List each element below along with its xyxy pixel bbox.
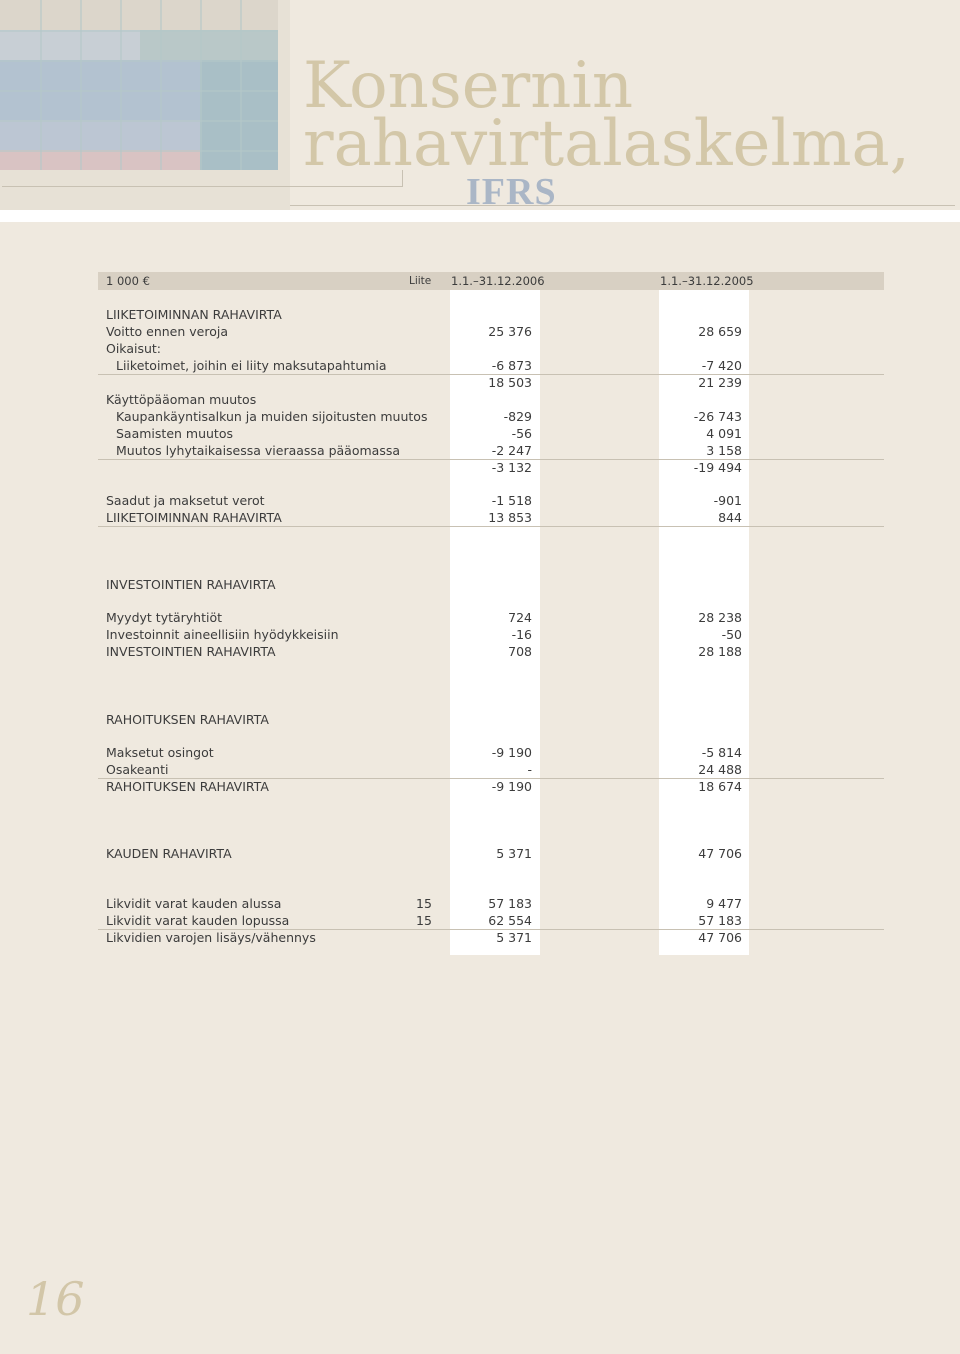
- row-label: INVESTOINTIEN RAHAVIRTA: [106, 577, 276, 592]
- note-header: Liite: [409, 275, 432, 287]
- period-2005-header: 1.1.–31.12.2005: [660, 274, 754, 288]
- row-label: Maksetut osingot: [106, 745, 214, 760]
- value-2006: 13 853: [488, 510, 532, 525]
- table-row: [98, 323, 884, 340]
- table-row: [98, 744, 884, 761]
- value-2006: -6 873: [491, 358, 532, 373]
- value-2006: -3 132: [491, 460, 532, 475]
- table-row: [98, 711, 884, 728]
- table-row: [98, 492, 884, 509]
- value-2006: 25 376: [488, 324, 532, 339]
- row-label: RAHOITUKSEN RAHAVIRTA: [106, 712, 269, 727]
- value-2005: 9 477: [706, 896, 742, 911]
- value-2006: 57 183: [488, 896, 532, 911]
- row-label: Oikaisut:: [106, 341, 162, 356]
- value-2005: 3 158: [706, 443, 742, 458]
- row-label: LIIKETOIMINNAN RAHAVIRTA: [106, 510, 282, 525]
- row-label: Kaupankäyntisalkun ja muiden sijoitusten muutos: [116, 409, 428, 424]
- row-label: Saamisten muutos: [116, 426, 233, 441]
- value-2005: 28 188: [698, 644, 742, 659]
- table-row: [98, 643, 884, 660]
- table-row: [98, 306, 884, 323]
- value-2006: -9 190: [491, 779, 532, 794]
- table-row: [98, 845, 884, 862]
- value-2005: 4 091: [706, 426, 742, 441]
- table-row: [98, 459, 884, 476]
- table-row: [98, 408, 884, 425]
- value-2005: -901: [713, 493, 742, 508]
- row-label: RAHOITUKSEN RAHAVIRTA: [106, 779, 269, 794]
- table-row: [98, 761, 884, 779]
- table-row: [98, 442, 884, 460]
- table-row: [98, 357, 884, 375]
- value-2006: -9 190: [491, 745, 532, 760]
- row-label: Osakeanti: [106, 762, 169, 777]
- unit-header: 1 000 €: [106, 274, 150, 288]
- table-row: [98, 340, 884, 357]
- value-2006: -16: [511, 627, 532, 642]
- value-2005: 18 674: [698, 779, 742, 794]
- value-2005: -26 743: [693, 409, 742, 424]
- value-2005: 28 238: [698, 610, 742, 625]
- row-label: Likvidit varat kauden alussa: [106, 896, 282, 911]
- value-2006: 18 503: [488, 375, 532, 390]
- value-2005: 24 488: [698, 762, 742, 777]
- value-2005: -5 814: [701, 745, 742, 760]
- value-2006: 5 371: [496, 846, 532, 861]
- row-label: Likvidien varojen lisäys/vähennys: [106, 930, 316, 945]
- row-label: Voitto ennen veroja: [106, 324, 228, 339]
- row-label: Liiketoimet, joihin ei liity maksutapahtumia: [116, 358, 387, 373]
- row-label: Muutos lyhytaikaisessa vieraassa pääomassa: [116, 443, 401, 458]
- value-2005: 47 706: [698, 846, 742, 861]
- value-2006: -1 518: [491, 493, 532, 508]
- table-row: [98, 895, 884, 912]
- value-2006: -2 247: [491, 443, 532, 458]
- value-2005: 57 183: [698, 913, 742, 928]
- row-label: Likvidit varat kauden lopussa: [106, 913, 290, 928]
- row-label: Myydyt tytäryhtiöt: [106, 610, 223, 625]
- value-2005: 21 239: [698, 375, 742, 390]
- value-2005: -50: [721, 627, 742, 642]
- value-2005: 28 659: [698, 324, 742, 339]
- period-2006-header: 1.1.–31.12.2006: [451, 274, 545, 288]
- page-title-ifrs: IFRS: [466, 171, 557, 213]
- page-number: 16: [26, 1272, 85, 1326]
- table-row: [98, 391, 884, 408]
- value-2006: 724: [508, 610, 532, 625]
- page-title-line-1: Konsernin: [303, 49, 634, 123]
- page-title-line-2: rahavirtalaskelma,: [303, 107, 910, 181]
- value-2006: -: [527, 762, 532, 777]
- table-row: [98, 778, 884, 795]
- table-row: [98, 509, 884, 527]
- value-2005: 47 706: [698, 930, 742, 945]
- table-header: [98, 272, 884, 290]
- table-row: [98, 374, 884, 391]
- row-note: 15: [416, 896, 432, 911]
- value-2006: 708: [508, 644, 532, 659]
- value-2006: -56: [511, 426, 532, 441]
- row-label: Käyttöpääoman muutos: [106, 392, 257, 407]
- row-label: Saadut ja maksetut verot: [106, 493, 265, 508]
- table-row: [98, 626, 884, 643]
- value-2005: 844: [718, 510, 742, 525]
- value-2006: 62 554: [488, 913, 532, 928]
- table-row: [98, 929, 884, 946]
- row-label: Investoinnit aineellisiin hyödykkeisiin: [106, 627, 339, 642]
- table-row: [98, 609, 884, 626]
- row-label: INVESTOINTIEN RAHAVIRTA: [106, 644, 276, 659]
- value-2005: -19 494: [693, 460, 742, 475]
- value-2006: 5 371: [496, 930, 532, 945]
- table-row: [98, 425, 884, 442]
- value-2006: -829: [503, 409, 532, 424]
- row-note: 15: [416, 913, 432, 928]
- row-label: LIIKETOIMINNAN RAHAVIRTA: [106, 307, 282, 322]
- row-label: KAUDEN RAHAVIRTA: [106, 846, 232, 861]
- value-2005: -7 420: [701, 358, 742, 373]
- table-row: [98, 576, 884, 593]
- table-row: [98, 912, 884, 930]
